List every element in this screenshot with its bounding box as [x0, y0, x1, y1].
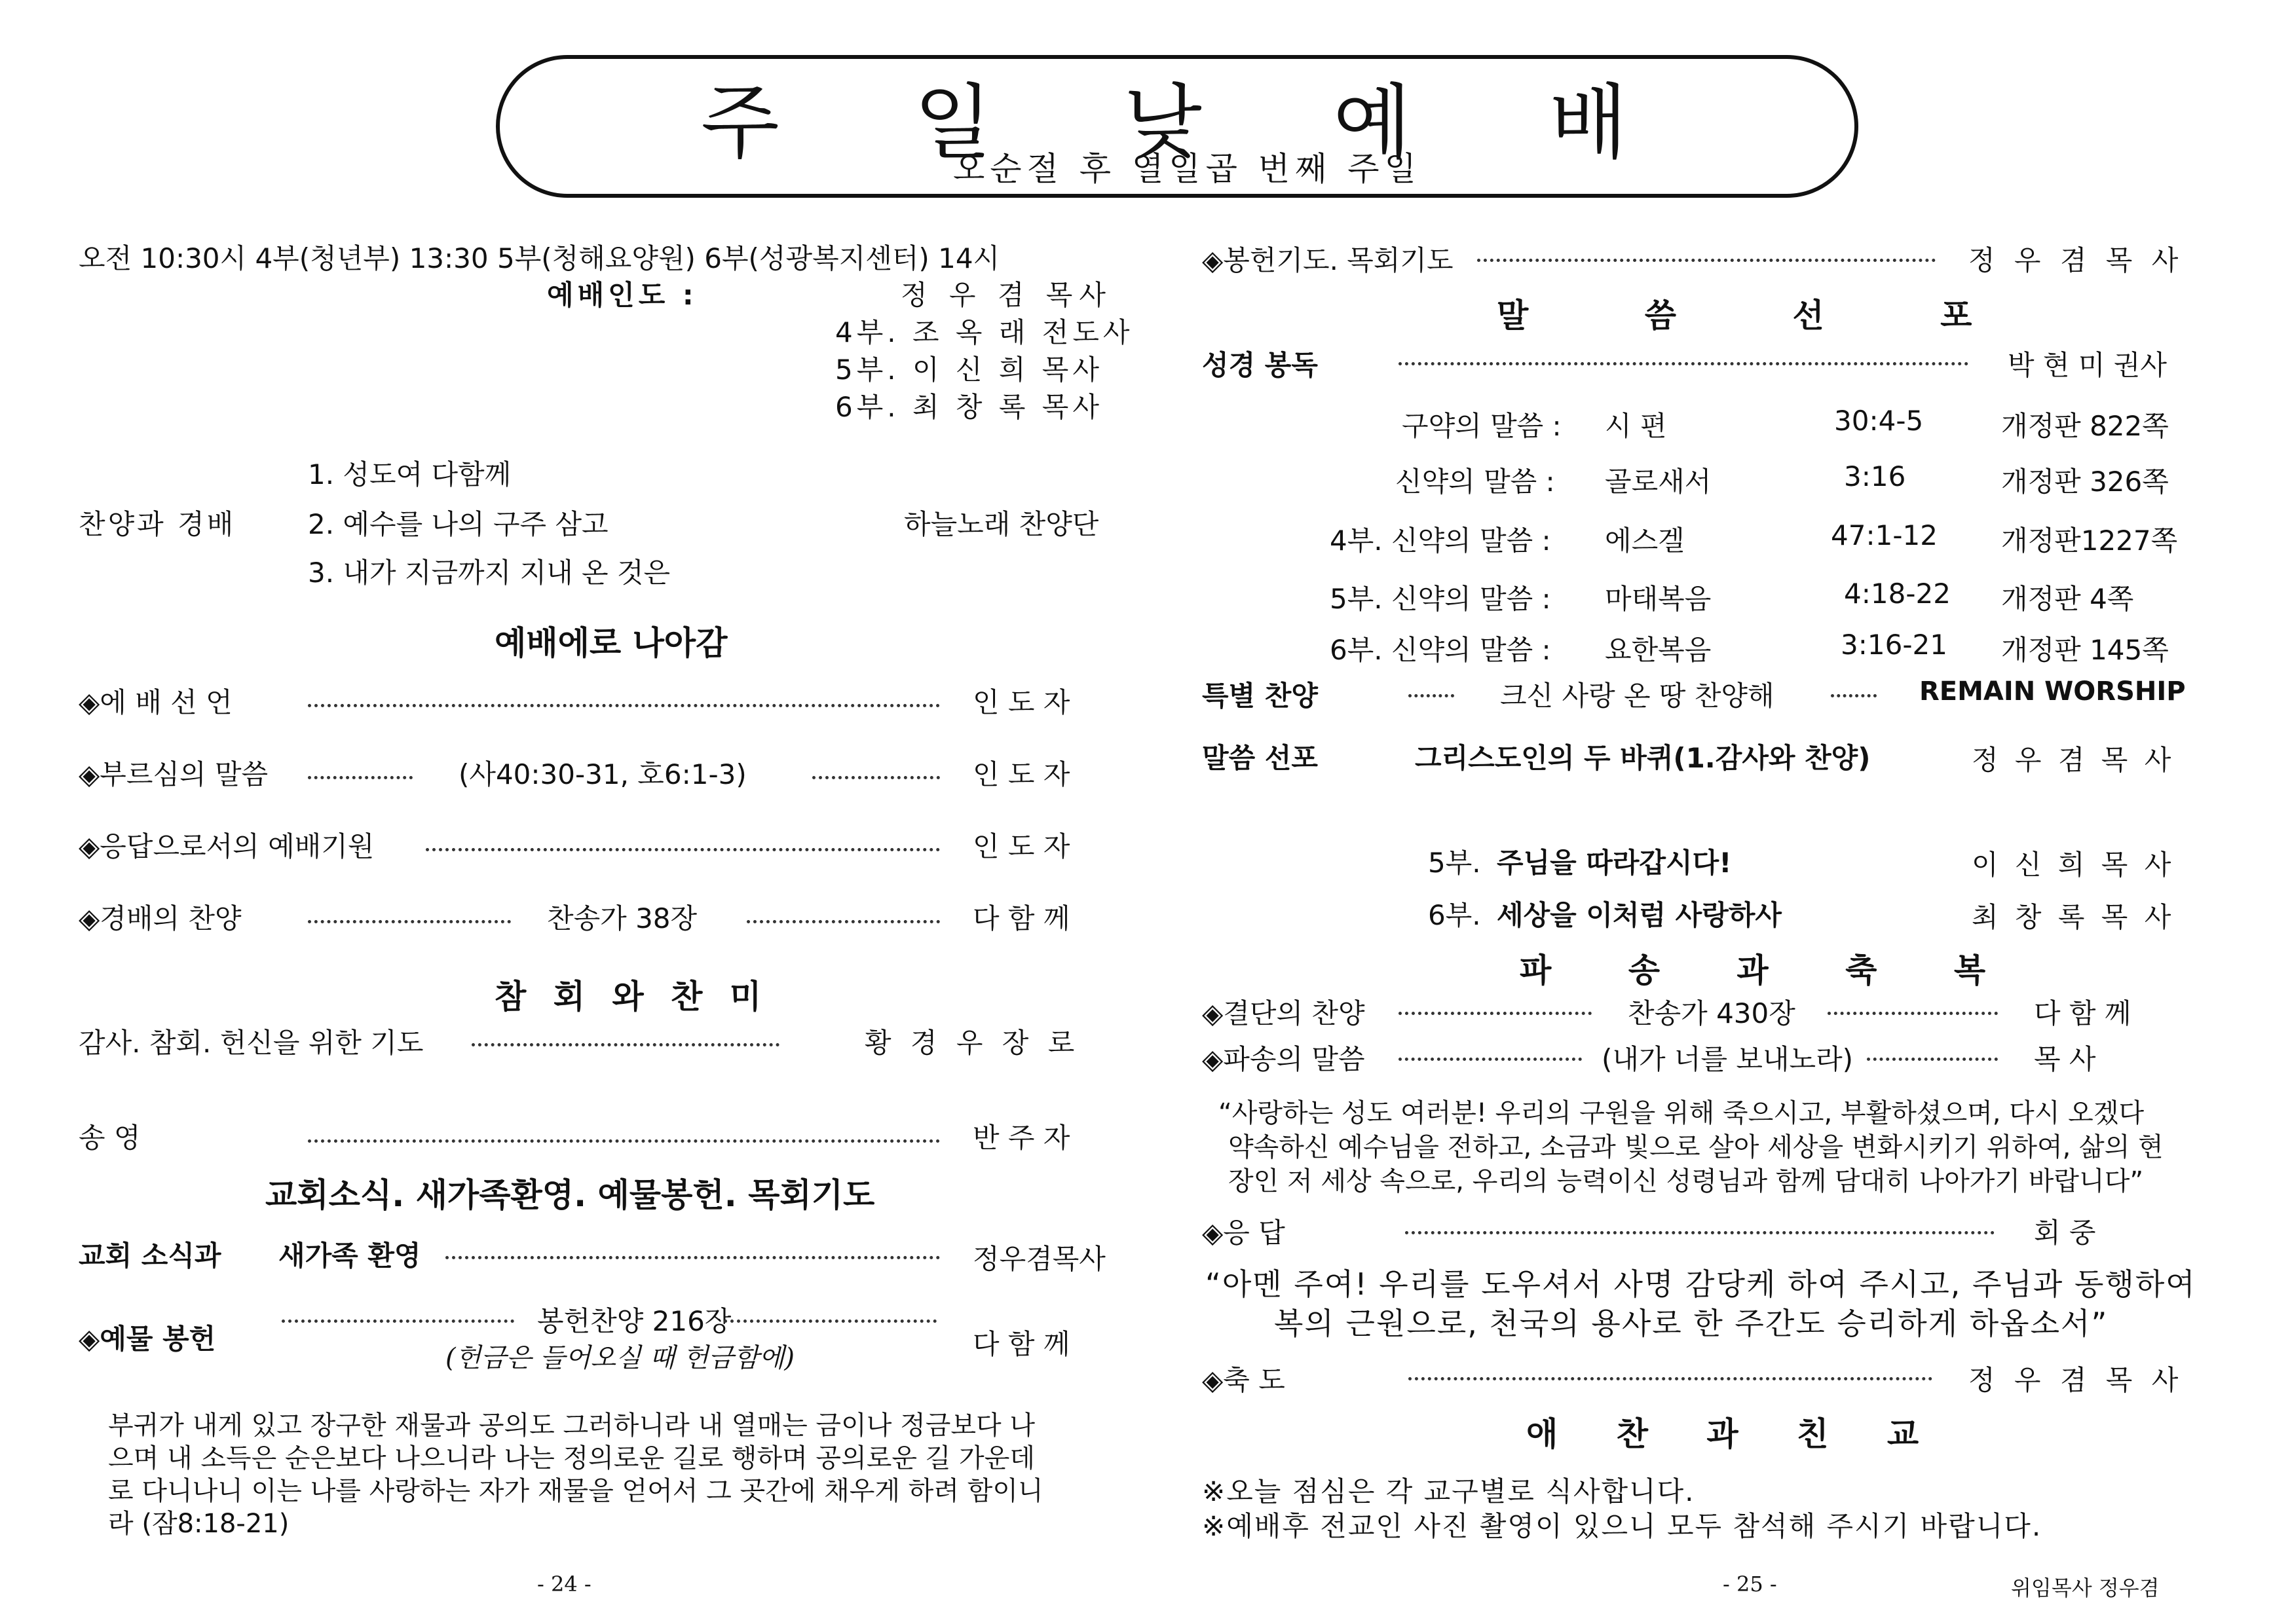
scripture-line: 라 (잠8:18-21) — [108, 1509, 290, 1539]
leader-dots — [747, 920, 940, 923]
offering-by: 다 함 께 — [973, 1328, 1070, 1360]
order-item-label: ◈부르심의 말씀 — [79, 758, 269, 790]
praise-label: 찬양과 경배 — [79, 508, 236, 540]
praise-song-2: 2. 예수를 나의 구주 삼고 — [308, 508, 609, 540]
sending-label: ◈파송의 말씀 — [1202, 1043, 1365, 1075]
sending-by: 목 사 — [2034, 1043, 2096, 1075]
reading-page: 개정판 145쪽 — [2001, 634, 2169, 666]
sermon5-prefix: 5부. — [1428, 847, 1481, 879]
news-label: 교회 소식과 — [79, 1240, 221, 1272]
title-char: 주 — [701, 76, 779, 170]
notice-item: ※오늘 점심은 각 교구별로 식사합니다. — [1202, 1475, 1695, 1507]
blessing-label: ◈축 도 — [1202, 1364, 1285, 1396]
order-item-by: 인 도 자 — [973, 686, 1070, 718]
decision-song: 찬송가 430장 — [1628, 997, 1795, 1029]
reading-page: 개정판 326쪽 — [2001, 466, 2169, 498]
leader-dots — [308, 920, 511, 923]
title-char: 배 — [1549, 76, 1628, 170]
leader-6: 6부. 최 창 록 목사 — [835, 391, 1103, 423]
order-item-ref: (사40:30-31, 호6:1-3) — [459, 758, 747, 790]
sermon-label: 말씀 선포 — [1202, 742, 1318, 774]
response-label: ◈응 답 — [1202, 1217, 1285, 1249]
special-label: 특별 찬양 — [1202, 680, 1318, 712]
order-item-label: ◈응답으로서의 예배기원 — [79, 830, 375, 862]
leader-dots — [308, 704, 940, 707]
leader-dots — [1477, 259, 1936, 262]
hymn-by: 반 주 자 — [973, 1122, 1070, 1154]
leader-main: 정 우 겸 목사 — [901, 279, 1112, 311]
reading-page: 개정판1227쪽 — [2001, 525, 2178, 557]
sermon6-title: 세상을 이처럼 사랑하사 — [1497, 899, 1782, 931]
offering-note: (헌금은 들어오실 때 헌금함에) — [445, 1343, 795, 1373]
leader-dots — [1828, 1012, 1998, 1015]
order-item-by: 인 도 자 — [973, 758, 1070, 790]
leader-dots — [426, 848, 940, 851]
sermon5-by: 이 신 희 목 사 — [1972, 849, 2175, 881]
leader-dots — [308, 776, 413, 779]
reading-ref: 3:16-21 — [1841, 629, 1947, 661]
order-item-by: 인 도 자 — [973, 830, 1070, 862]
footer-signature: 위임목사 정우겸 — [2011, 1576, 2160, 1600]
leader-dots — [1398, 362, 1968, 365]
reading-ref: 3:16 — [1844, 460, 1906, 492]
section-heading: 예배에로 나아감 — [495, 624, 728, 662]
order-item-label: ◈경배의 찬양 — [79, 902, 242, 934]
pastoral-prayer-label: ◈봉헌기도. 목회기도 — [1202, 244, 1454, 276]
section-heading: 교회소식. 새가족환영. 예물봉헌. 목회기도 — [265, 1176, 875, 1214]
special-by: REMAIN WORSHIP — [1919, 676, 2186, 707]
reading-ref-label: 5부. 신약의 말씀 : — [1330, 583, 1551, 615]
praise-song-1: 1. 성도여 다함께 — [308, 458, 512, 490]
leader-dots — [282, 1320, 514, 1323]
service-schedule: 오전 10:30시 4부(청년부) 13:30 5부(청해요양원) 6부(성광복지센터) 14시 — [79, 242, 1000, 274]
leader-dots — [1398, 1058, 1582, 1061]
reading-book: 마태복음 — [1605, 583, 1712, 615]
reading-ref: 47:1-12 — [1831, 519, 1938, 551]
leader-dots — [1405, 1231, 1995, 1234]
sermon6-prefix: 6부. — [1428, 899, 1481, 931]
leader-dots — [445, 1256, 940, 1259]
prayer-label: 감사. 참회. 헌신을 위한 기도 — [79, 1027, 424, 1059]
reading-book: 골로새서 — [1605, 466, 1712, 498]
sending-text-line: “사랑하는 성도 여러분! 우리의 구원을 위해 죽으시고, 부활하셨으며, 다시 오겠다 — [1218, 1098, 2145, 1128]
reading-label: 성경 봉독 — [1202, 349, 1318, 381]
offering-song: 봉헌찬양 216장 — [537, 1305, 732, 1337]
order-item-ref: 찬송가 38장 — [547, 902, 698, 934]
decision-label: ◈결단의 찬양 — [1202, 997, 1365, 1029]
sermon-by: 정 우 겸 목 사 — [1972, 744, 2175, 776]
reading-ref-label: 신약의 말씀 : — [1395, 466, 1555, 498]
title-char: 일 — [914, 76, 992, 170]
scripture-line: 부귀가 내게 있고 장구한 재물과 공의도 그러하니라 내 열매는 금이나 정금보다 나 — [108, 1411, 1035, 1441]
leader-dots — [472, 1043, 779, 1046]
praise-by: 하늘노래 찬양단 — [904, 508, 1099, 540]
sermon5-title: 주님을 따라갑시다! — [1497, 847, 1732, 879]
section-heading: 애 찬 과 친 교 — [1526, 1415, 1943, 1453]
news-by: 정우겸목사 — [973, 1243, 1106, 1275]
response-text-line: “아멘 주여! 우리를 도우셔서 사명 감당케 하여 주시고, 주님과 동행하여 — [1205, 1266, 2196, 1302]
sermon-title: 그리스도인의 두 바퀴(1.감사와 찬양) — [1415, 742, 1871, 774]
section-heading: 파 송 과 축 복 — [1520, 951, 2019, 989]
praise-song-3: 3. 내가 지금까지 지내 온 것은 — [308, 557, 671, 589]
blessing-by: 정 우 겸 목 사 — [1968, 1364, 2184, 1396]
title-char: 예 — [1333, 76, 1412, 170]
news-sub: 새가족 환영 — [278, 1240, 421, 1272]
notice-item: ※예배후 전교인 사진 촬영이 있으니 모두 참석해 주시기 바랍니다. — [1202, 1510, 2042, 1542]
leader-4: 4부. 조 옥 래 전도사 — [835, 316, 1134, 348]
leader-label: 예배인도 : — [547, 279, 698, 311]
reading-ref-label: 구약의 말씀 : — [1402, 410, 1562, 442]
title-char: 낮 — [1123, 76, 1202, 170]
reading-ref: 4:18-22 — [1844, 578, 1951, 610]
special-song: 크신 사랑 온 땅 찬양해 — [1500, 680, 1774, 712]
decision-by: 다 함 께 — [2034, 997, 2131, 1029]
sermon6-by: 최 창 록 목 사 — [1972, 901, 2175, 933]
leader-dots — [1831, 694, 1877, 697]
response-text-line: 복의 근원으로, 천국의 용사로 한 주간도 승리하게 하옵소서” — [1274, 1306, 2109, 1341]
hymn-label: 송 영 — [79, 1122, 141, 1154]
reading-book: 에스겔 — [1605, 525, 1685, 557]
reading-book: 요한복음 — [1605, 634, 1712, 666]
order-item-label: ◈에 배 선 언 — [79, 686, 233, 718]
leader-dots — [724, 1320, 937, 1323]
leader-dots — [1408, 694, 1454, 697]
reading-ref-label: 6부. 신약의 말씀 : — [1330, 634, 1551, 666]
reading-by: 박 현 미 권사 — [2008, 349, 2167, 381]
page-number: - 25 - — [1723, 1572, 1777, 1596]
leader-dots — [1408, 1377, 1932, 1380]
page-subtitle: 오순절 후 열일곱 번째 주일 — [953, 150, 1421, 188]
sending-text-line: 장인 저 세상 속으로, 우리의 능력이신 성령님과 함께 담대히 나아가기 바랍니다” — [1228, 1166, 2144, 1196]
offering-label: ◈예물 봉헌 — [79, 1323, 216, 1355]
scripture-line: 으며 내 소득은 순은보다 나으니라 나는 정의로운 길로 행하며 공의로운 길 가운데 — [108, 1443, 1035, 1473]
reading-book: 시 편 — [1605, 410, 1667, 442]
leader-dots — [1867, 1058, 1998, 1061]
leader-dots — [1398, 1012, 1592, 1015]
section-heading: 참 회 와 찬 미 — [495, 978, 770, 1016]
section-heading: 말 씀 선 포 — [1497, 297, 2025, 335]
pastoral-prayer-by: 정 우 겸 목 사 — [1968, 244, 2184, 276]
sending-text-line: 약속하신 예수님을 전하고, 소금과 빛으로 살아 세상을 변화시키기 위하여, 삶의 현 — [1228, 1132, 2164, 1162]
leader-5: 5부. 이 신 희 목사 — [835, 354, 1103, 386]
sending-mid: (내가 너를 보내노라) — [1602, 1043, 1854, 1075]
leader-dots — [812, 776, 940, 779]
reading-ref: 30:4-5 — [1834, 405, 1924, 437]
reading-page: 개정판 822쪽 — [2001, 410, 2169, 442]
order-item-by: 다 함 께 — [973, 902, 1070, 934]
page-number: - 24 - — [537, 1572, 591, 1596]
scripture-line: 로 다니나니 이는 나를 사랑하는 자가 재물을 얻어서 그 곳간에 채우게 하려 함이니 — [108, 1476, 1043, 1506]
leader-dots — [308, 1139, 940, 1143]
response-by: 회 중 — [2034, 1217, 2096, 1249]
reading-page: 개정판 4쪽 — [2001, 583, 2134, 615]
prayer-by: 황 경 우 장 로 — [865, 1027, 1080, 1059]
reading-ref-label: 4부. 신약의 말씀 : — [1330, 525, 1551, 557]
